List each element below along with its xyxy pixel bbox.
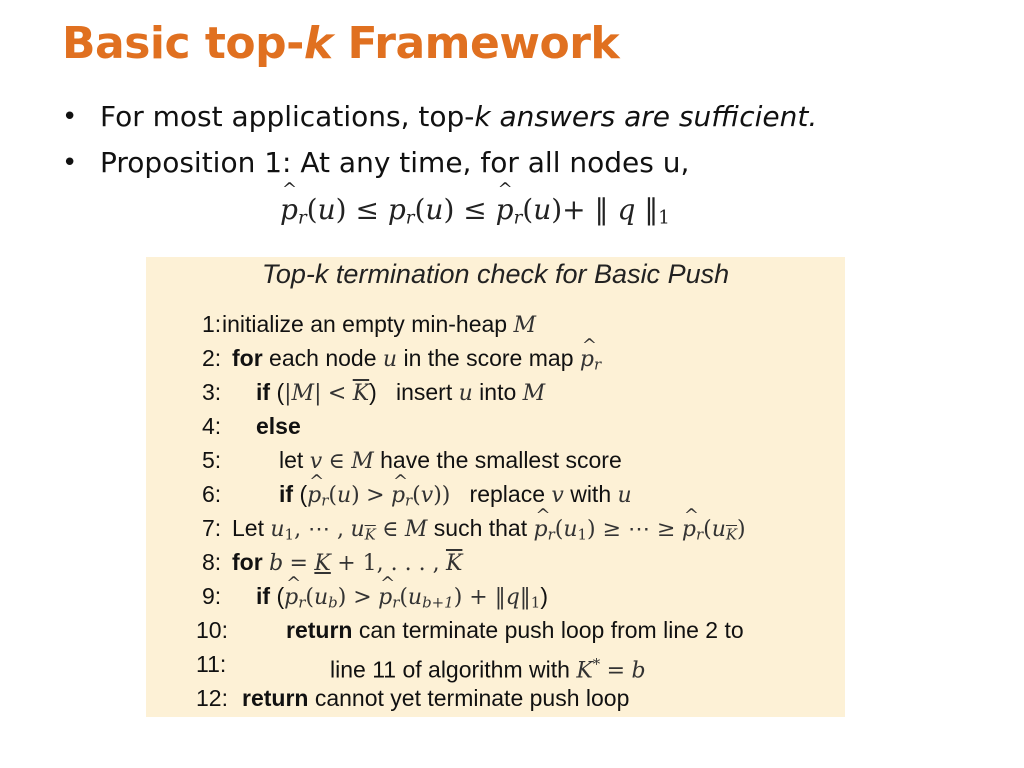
title-prefix: Basic top- (62, 18, 304, 69)
line-number: 2: (202, 345, 222, 371)
bullet-dot: • (62, 148, 78, 178)
line-number: 11: (196, 651, 227, 677)
bullet-text: Proposition 1: At any time, for all nodes u, (100, 146, 690, 179)
algorithm-box (146, 257, 845, 717)
line-number: 7: (202, 515, 222, 541)
line-body: let v ∈ M have the smallest score (279, 447, 622, 474)
algorithm-title: Top-k termination check for Basic Push (261, 259, 730, 289)
bullet-list (62, 94, 817, 186)
line-number: 4: (202, 413, 222, 439)
line-body: return cannot yet terminate push loop (242, 685, 630, 711)
line-number: 9: (202, 583, 222, 609)
line-body: return can terminate push loop from line 2 to (286, 617, 744, 643)
line-number: 10: (196, 617, 228, 643)
line-body: line 11 of algorithm with K* = b (330, 655, 646, 684)
line-body: for each node u in the score map ^ $p_r$ (232, 341, 601, 382)
line-number: 1: (202, 311, 222, 337)
title-suffix: Framework (332, 18, 620, 69)
bullet-dot: • (62, 102, 78, 132)
line-number: 5: (202, 447, 222, 473)
title-k: k (303, 18, 333, 69)
line-body: for b = K + 1, . . . , $\overline{K}$ (232, 549, 463, 576)
line-number: 6: (202, 481, 222, 507)
line-body: initialize an empty min-heap M (222, 311, 537, 338)
line-number: 12: (196, 685, 228, 711)
line-number: 3: (202, 379, 222, 405)
line-body: else (256, 413, 301, 439)
bullet-italic-text: k answers are sufficient. (474, 100, 818, 133)
bullet-item (62, 94, 817, 140)
line-body: if (^ $p_r(u_b)$ > ^ $p_r(u_{b+1})$ + $‖q‖_1$) (256, 579, 548, 620)
line-body: Let $u_1$, ⋯ , $u_{\overline{K}}$ ∈ M such that ^ $p_r(u_1)$ ≥ ⋯ ≥ ^ $p_r(u_{\overline{K}})$ (232, 511, 746, 552)
slide-title (62, 18, 619, 69)
line-body: if (^ $p_r(u)$ > ^ $p_r(v)$) replace v with u (279, 477, 632, 518)
proposition-formula: ^ $p_r(u) \le p_r(u)$ ≤ ^ $p_r(u)+$ ‖ q $‖_1$ (280, 193, 670, 229)
line-body: if $(|M| < \overline{K})$ insert u into M (256, 379, 546, 406)
bullet-item (62, 140, 817, 186)
line-number: 8: (202, 549, 222, 575)
bullet-text: For most applications, top- (100, 100, 475, 133)
